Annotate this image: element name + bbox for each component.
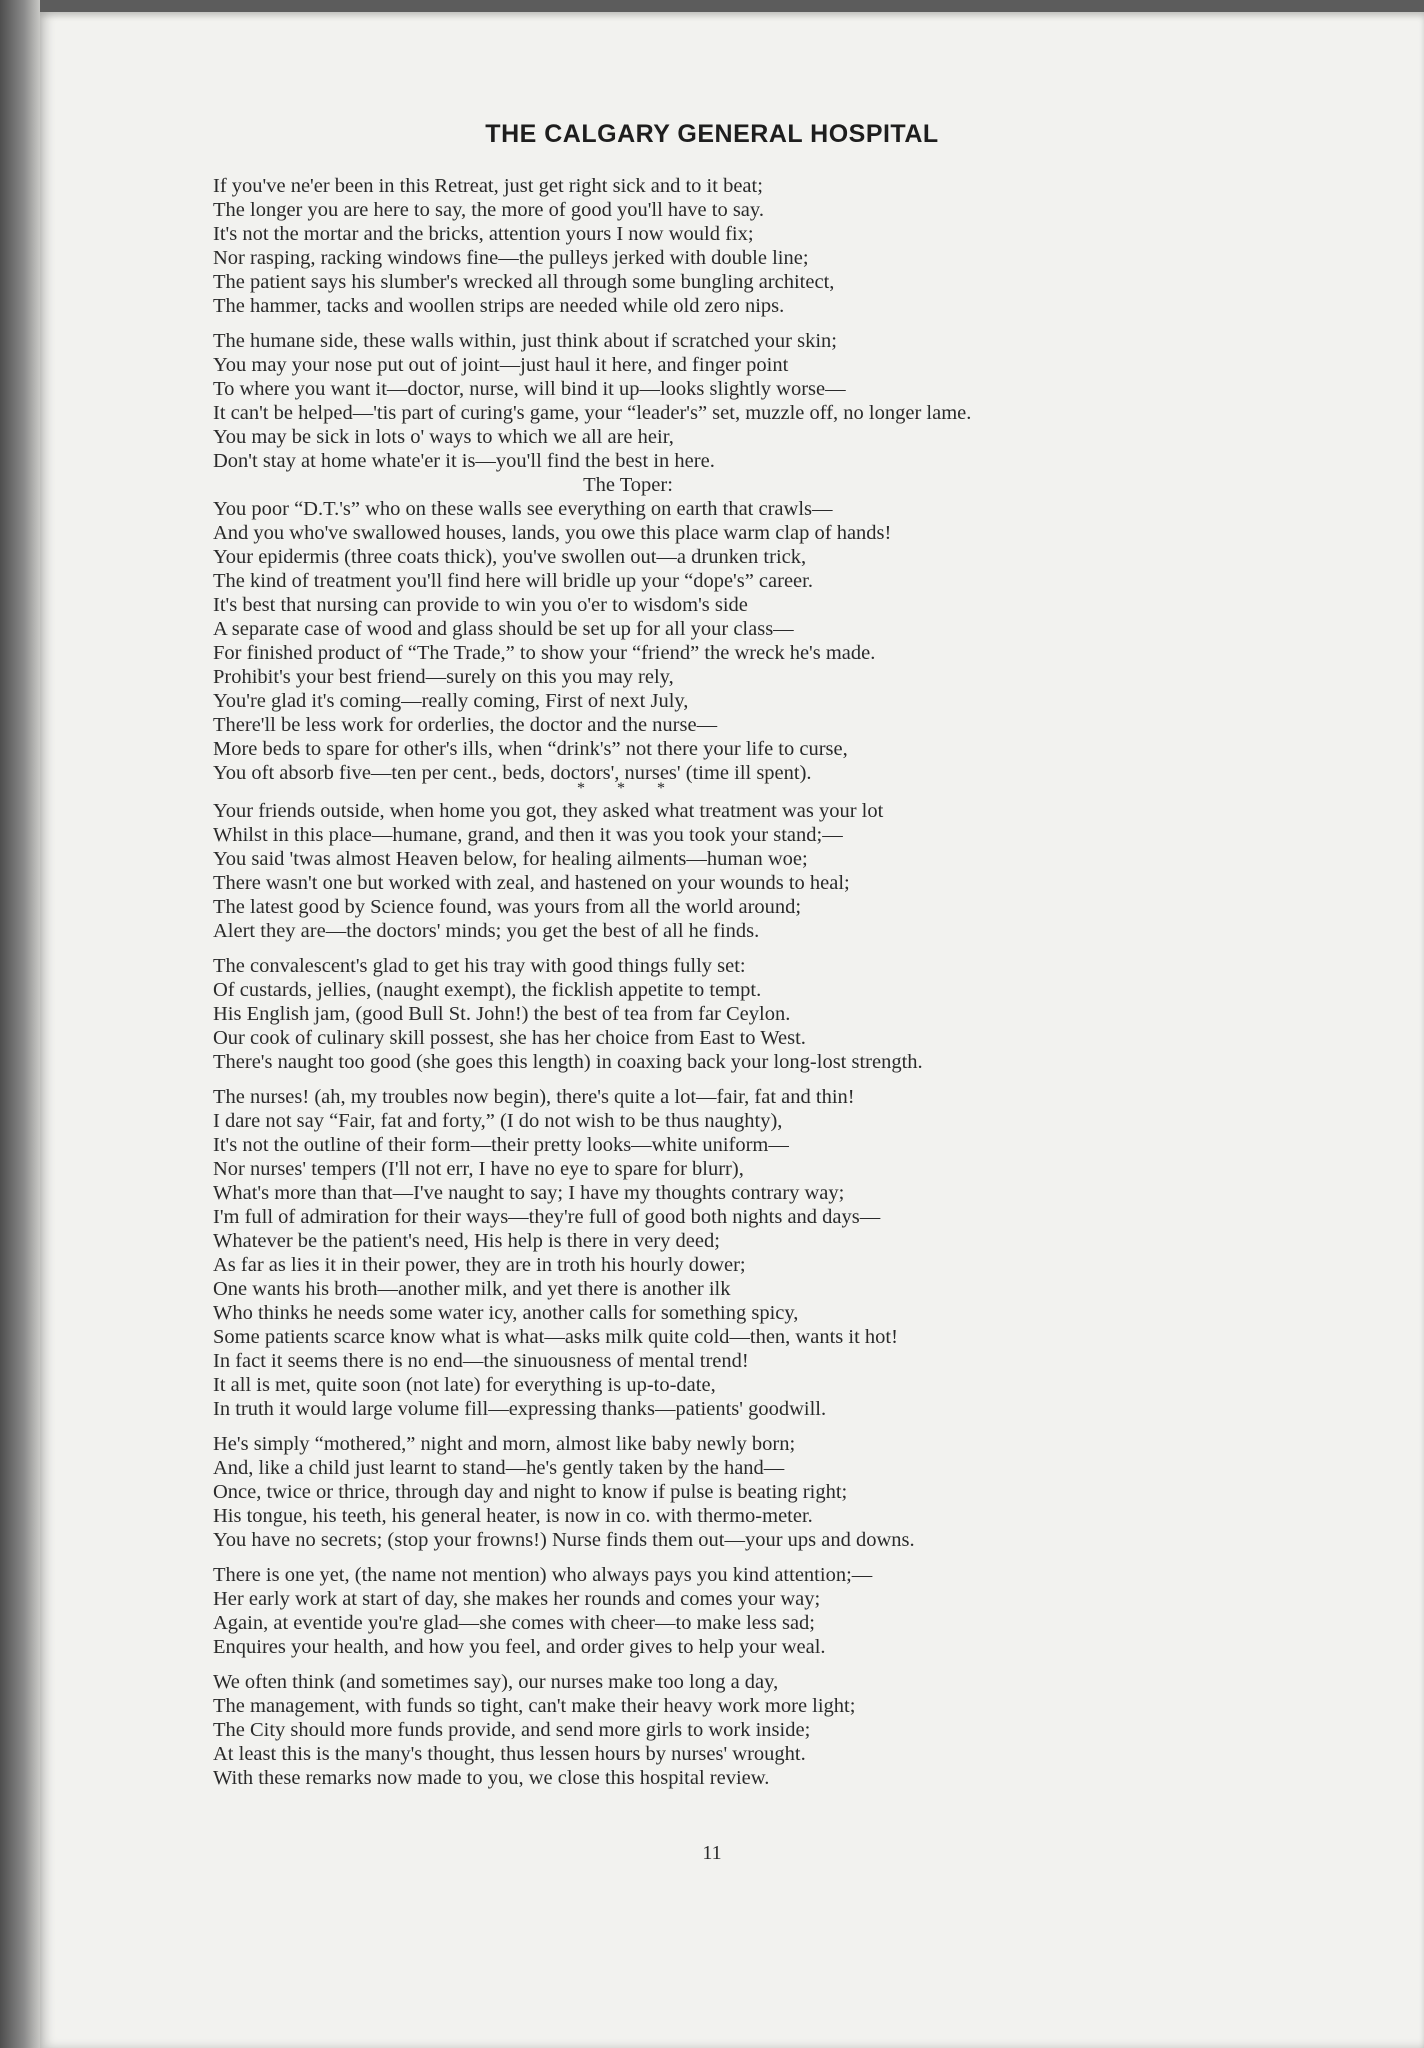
poem-line: To where you want it—doctor, nurse, will bind it up—looks slightly worse— xyxy=(213,378,846,400)
stanza-3 xyxy=(213,497,1263,785)
poem-line: There is one yet, (the name not mention) who always pays you kind attention;— xyxy=(213,1564,873,1586)
poem-line: The patient says his slumber's wrecked all through some bungling architect, xyxy=(213,271,835,293)
poem-line: The longer you are here to say, the more of good you'll have to say. xyxy=(213,199,764,221)
stanza-4 xyxy=(213,799,1263,943)
poem-line: It's not the mortar and the bricks, attention yours I now would fix; xyxy=(213,223,754,245)
poem-line: A separate case of wood and glass should be set up for all your class— xyxy=(213,618,794,640)
subheading: The Toper: xyxy=(583,474,673,496)
poem-line: More beds to spare for other's ills, when “drink's” not there your life to curse, xyxy=(213,738,848,760)
poem-line: At least this is the many's thought, thus lessen hours by nurses' wrought. xyxy=(213,1743,806,1765)
poem-line: Once, twice or thrice, through day and night to know if pulse is beating right; xyxy=(213,1481,848,1503)
poem-line: And, like a child just learnt to stand—he's gently taken by the hand— xyxy=(213,1457,785,1479)
stanza-7 xyxy=(213,1432,1263,1552)
poem-line: Again, at eventide you're glad—she comes with cheer—to make less sad; xyxy=(213,1612,815,1634)
poem-line: The convalescent's glad to get his tray with good things fully set: xyxy=(213,955,746,977)
stanza-6 xyxy=(213,1085,1263,1421)
poem-line: Your friends outside, when home you got, they asked what treatment was your lot xyxy=(213,800,884,822)
poem-line: Nor nurses' tempers (I'll not err, I have no eye to spare for blurr), xyxy=(213,1158,744,1180)
poem-line: It can't be helped—'tis part of curing's game, your “leader's” set, muzzle off, no longer lame. xyxy=(213,402,972,424)
poem-line: Nor rasping, racking windows fine—the pulleys jerked with double line; xyxy=(213,247,809,269)
poem-line: What's more than that—I've naught to say; I have my thoughts contrary way; xyxy=(213,1182,845,1204)
poem-line: As far as lies it in their power, they are in troth his hourly dower; xyxy=(213,1254,746,1276)
stanza-2 xyxy=(213,329,1263,473)
section-separator: * * * xyxy=(577,780,679,797)
poem-line: It's best that nursing can provide to win you o'er to wisdom's side xyxy=(213,594,748,616)
poem-line: And you who've swallowed houses, lands, you owe this place warm clap of hands! xyxy=(213,522,892,544)
poem-line: The latest good by Science found, was yours from all the world around; xyxy=(213,896,802,918)
poem-line: The humane side, these walls within, just think about if scratched your skin; xyxy=(213,330,837,352)
poem-line: Some patients scarce know what is what—asks milk quite cold—then, wants it hot! xyxy=(213,1326,898,1348)
poem-line: Of custards, jellies, (naught exempt), the ficklish appetite to tempt. xyxy=(213,979,762,1001)
poem-line: You said 'twas almost Heaven below, for healing ailments—human woe; xyxy=(213,848,808,870)
poem-line: Whatever be the patient's need, His help is there in very deed; xyxy=(213,1230,720,1252)
poem-body xyxy=(213,174,1263,1801)
poem-line: The management, with funds so tight, can't make their heavy work more light; xyxy=(213,1695,856,1717)
poem-line: Enquires your health, and how you feel, and order gives to help your weal. xyxy=(213,1636,826,1658)
page-title: THE CALGARY GENERAL HOSPITAL xyxy=(485,120,939,148)
poem-line: Alert they are—the doctors' minds; you get the best of all he finds. xyxy=(213,920,760,942)
poem-line: The City should more funds provide, and send more girls to work inside; xyxy=(213,1719,811,1741)
poem-line: I'm full of admiration for their ways—they're full of good both nights and days— xyxy=(213,1206,881,1228)
poem-line: In fact it seems there is no end—the sinuousness of mental trend! xyxy=(213,1350,749,1372)
poem-line: Our cook of culinary skill possest, she has her choice from East to West. xyxy=(213,1027,806,1049)
poem-line: In truth it would large volume fill—expressing thanks—patients' goodwill. xyxy=(213,1398,827,1420)
poem-line: You're glad it's coming—really coming, First of next July, xyxy=(213,690,689,712)
poem-line: His English jam, (good Bull St. John!) the best of tea from far Ceylon. xyxy=(213,1003,791,1025)
scan-border-left xyxy=(0,0,40,2048)
poem-line: You oft absorb five—ten per cent., beds, doctors', nurses' (time ill spent). xyxy=(213,762,812,784)
stanza-5 xyxy=(213,954,1263,1074)
stanza-8 xyxy=(213,1563,1263,1659)
stanza-1 xyxy=(213,174,1263,318)
poem-line: His tongue, his teeth, his general heater, is now in co. with thermo-meter. xyxy=(213,1505,813,1527)
poem-line: Your epidermis (three coats thick), you've swollen out—a drunken trick, xyxy=(213,546,807,568)
stanza-9 xyxy=(213,1670,1263,1790)
poem-line: For finished product of “The Trade,” to show your “friend” the wreck he's made. xyxy=(213,642,876,664)
poem-line: There wasn't one but worked with zeal, and hastened on your wounds to heal; xyxy=(213,872,850,894)
poem-line: The kind of treatment you'll find here will bridle up your “dope's” career. xyxy=(213,570,813,592)
poem-line: There'll be less work for orderlies, the doctor and the nurse— xyxy=(213,714,718,736)
poem-line: We often think (and sometimes say), our nurses make too long a day, xyxy=(213,1671,779,1693)
poem-line: Whilst in this place—humane, grand, and then it was you took your stand;— xyxy=(213,824,843,846)
poem-line: You poor “D.T.'s” who on these walls see everything on earth that crawls— xyxy=(213,498,833,520)
poem-line: The hammer, tacks and woollen strips are needed while old zero nips. xyxy=(213,295,785,317)
poem-line: With these remarks now made to you, we close this hospital review. xyxy=(213,1767,770,1789)
poem-line: Prohibit's your best friend—surely on this you may rely, xyxy=(213,666,674,688)
poem-line: Her early work at start of day, she makes her rounds and comes your way; xyxy=(213,1588,821,1610)
poem-line: There's naught too good (she goes this length) in coaxing back your long-lost strength. xyxy=(213,1051,923,1073)
poem-line: It all is met, quite soon (not late) for everything is up-to-date, xyxy=(213,1374,716,1396)
poem-line: He's simply “mothered,” night and morn, almost like baby newly born; xyxy=(213,1433,796,1455)
poem-line: It's not the outline of their form—their pretty looks—white uniform— xyxy=(213,1134,789,1156)
page-number: 11 xyxy=(702,1842,722,1864)
poem-line: If you've ne'er been in this Retreat, just get right sick and to it beat; xyxy=(213,175,763,197)
poem-line: You may your nose put out of joint—just haul it here, and finger point xyxy=(213,354,789,376)
poem-line: Don't stay at home whate'er it is—you'll find the best in here. xyxy=(213,450,715,472)
poem-line: I dare not say “Fair, fat and forty,” (I do not wish to be thus naughty), xyxy=(213,1110,783,1132)
poem-line: One wants his broth—another milk, and yet there is another ilk xyxy=(213,1278,731,1300)
poem-line: You have no secrets; (stop your frowns!) Nurse finds them out—your ups and downs. xyxy=(213,1529,915,1551)
poem-line: Who thinks he needs some water icy, another calls for something spicy, xyxy=(213,1302,799,1324)
poem-line: The nurses! (ah, my troubles now begin), there's quite a lot—fair, fat and thin! xyxy=(213,1086,855,1108)
poem-line: You may be sick in lots o' ways to which we all are heir, xyxy=(213,426,674,448)
